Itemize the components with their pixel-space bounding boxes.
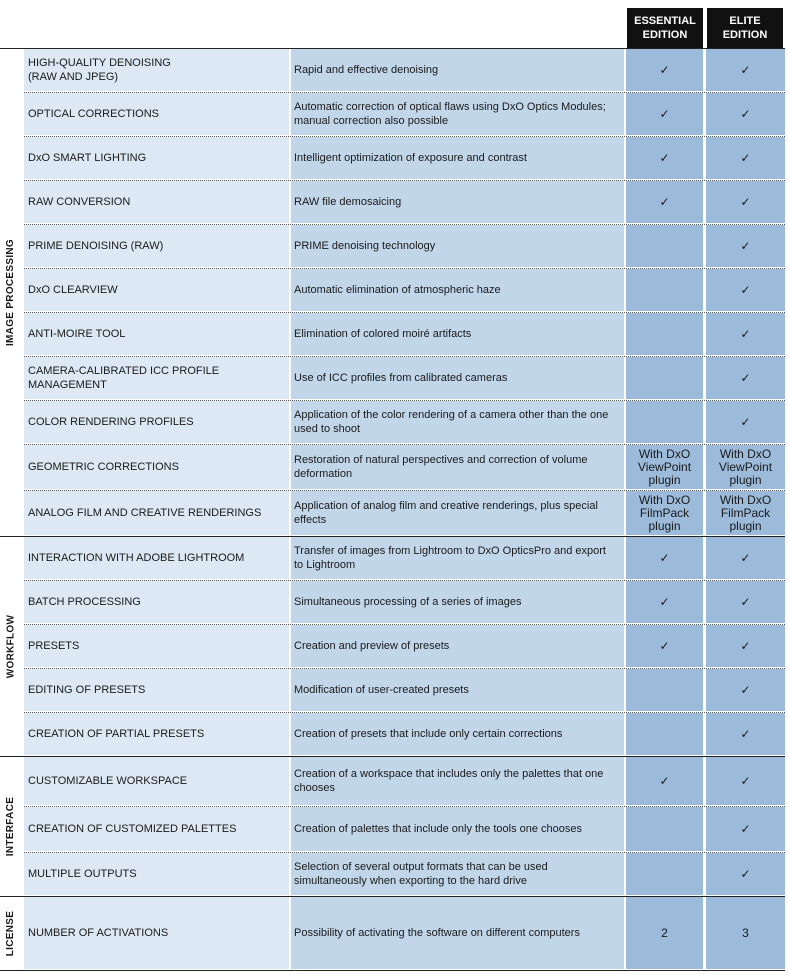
check-icon: ✓ <box>659 62 670 77</box>
feature-description-text: Automatic elimination of atmospheric haze <box>294 284 501 296</box>
feature-description <box>291 625 624 667</box>
feature-name-text: MULTIPLE OUTPUTS <box>28 868 137 880</box>
essential-cell <box>626 757 703 805</box>
elite-cell <box>706 807 785 851</box>
feature-name <box>24 853 289 895</box>
feature-description <box>291 313 624 355</box>
feature-description-text: Use of ICC profiles from calibrated cameras <box>294 372 508 384</box>
table-row <box>0 897 789 969</box>
feature-description-text: Creation of palettes that include only the tools one chooses <box>294 823 583 835</box>
feature-description-text: Possibility of activating the software on different computers <box>294 927 580 939</box>
feature-description <box>291 581 624 623</box>
group-label-text: LICENSE <box>5 910 17 956</box>
elite-edition-header <box>707 8 783 48</box>
feature-name <box>24 357 289 399</box>
row-divider <box>24 852 785 853</box>
check-icon: ✓ <box>740 638 751 653</box>
check-icon: ✓ <box>659 150 670 165</box>
feature-name <box>24 313 289 355</box>
row-divider <box>24 356 785 357</box>
check-icon: ✓ <box>740 194 751 209</box>
essential-cell-text: With DxO FilmPack plugin <box>638 492 691 533</box>
check-icon: ✓ <box>740 326 751 341</box>
elite-cell <box>706 669 785 711</box>
elite-cell <box>706 853 785 895</box>
feature-description-text: Application of the color rendering of a camera other than the one used to shoot <box>294 409 609 435</box>
feature-name <box>24 807 289 851</box>
feature-name <box>24 581 289 623</box>
feature-name-text: CREATION OF PARTIAL PRESETS <box>28 728 205 740</box>
table-row <box>0 853 789 895</box>
essential-cell-text: With DxO ViewPoint plugin <box>637 446 692 487</box>
elite-cell <box>706 93 785 135</box>
essential-cell <box>626 581 703 623</box>
feature-name-text: OPTICAL CORRECTIONS <box>28 108 159 120</box>
feature-name <box>24 491 289 535</box>
check-icon: ✓ <box>659 594 670 609</box>
feature-description-text: Elimination of colored moiré artifacts <box>294 328 472 340</box>
elite-cell <box>706 713 785 755</box>
elite-cell <box>706 537 785 579</box>
check-icon: ✓ <box>740 866 751 881</box>
row-divider <box>24 312 785 313</box>
check-icon: ✓ <box>740 238 751 253</box>
elite-cell-text: With DxO ViewPoint plugin <box>718 446 773 487</box>
feature-name-text: DxO SMART LIGHTING <box>28 152 147 164</box>
feature-description-text: Modification of user-created presets <box>294 684 469 696</box>
essential-cell <box>626 49 703 91</box>
elite-cell <box>706 225 785 267</box>
elite-cell <box>706 445 785 489</box>
feature-name <box>24 225 289 267</box>
elite-cell <box>706 137 785 179</box>
essential-cell <box>626 625 703 667</box>
feature-name-text: EDITING OF PRESETS <box>28 684 146 696</box>
elite-cell <box>706 491 785 535</box>
essential-cell <box>626 807 703 851</box>
feature-name-text: PRIME DENOISING (RAW) <box>28 240 164 252</box>
feature-name-text: INTERACTION WITH ADOBE LIGHTROOM <box>28 552 245 564</box>
group-label-text: WORKFLOW <box>5 614 17 678</box>
elite-cell <box>706 181 785 223</box>
essential-cell <box>626 853 703 895</box>
feature-description <box>291 269 624 311</box>
row-divider <box>24 268 785 269</box>
feature-name-text: COLOR RENDERING PROFILES <box>28 416 194 428</box>
feature-description-text: Creation and preview of presets <box>294 640 450 652</box>
feature-name <box>24 137 289 179</box>
row-divider <box>24 580 785 581</box>
table-row <box>0 269 789 311</box>
essential-cell <box>626 445 703 489</box>
elite-edition-label: ELITE EDITION <box>722 15 768 41</box>
feature-name <box>24 625 289 667</box>
feature-description <box>291 181 624 223</box>
table-row <box>0 625 789 667</box>
table-row <box>0 807 789 851</box>
elite-cell <box>706 49 785 91</box>
row-divider <box>24 668 785 669</box>
feature-description-text: Application of analog film and creative renderings, plus special effects <box>294 500 598 526</box>
elite-cell <box>706 897 785 969</box>
feature-description-text: PRIME denoising technology <box>294 240 436 252</box>
feature-description <box>291 853 624 895</box>
feature-name <box>24 93 289 135</box>
feature-name-text: CAMERA-CALIBRATED ICC PROFILE MANAGEMENT <box>28 365 220 391</box>
table-row <box>0 313 789 355</box>
feature-name-text: ANTI-MOIRE TOOL <box>28 328 126 340</box>
table-row <box>0 581 789 623</box>
elite-cell <box>706 401 785 443</box>
feature-name-text: BATCH PROCESSING <box>28 596 141 608</box>
elite-cell-text: With DxO FilmPack plugin <box>719 492 772 533</box>
table-row <box>0 401 789 443</box>
feature-description-text: Creation of presets that include only certain corrections <box>294 728 563 740</box>
feature-description <box>291 897 624 969</box>
essential-cell <box>626 357 703 399</box>
check-icon: ✓ <box>659 194 670 209</box>
elite-cell <box>706 313 785 355</box>
feature-description-text: RAW file demosaicing <box>294 196 402 208</box>
elite-cell-text: 3 <box>742 925 749 940</box>
feature-description <box>291 49 624 91</box>
feature-description-text: Creation of a workspace that includes only the palettes that one chooses <box>294 768 604 794</box>
table-row <box>0 93 789 135</box>
check-icon: ✓ <box>740 106 751 121</box>
feature-description <box>291 401 624 443</box>
feature-name-text: NUMBER OF ACTIVATIONS <box>28 927 169 939</box>
check-icon: ✓ <box>740 773 751 788</box>
table-row <box>0 181 789 223</box>
feature-name <box>24 757 289 805</box>
feature-name <box>24 401 289 443</box>
feature-description <box>291 445 624 489</box>
check-icon: ✓ <box>740 550 751 565</box>
table-bottom-divider <box>0 970 785 971</box>
essential-cell <box>626 669 703 711</box>
feature-description-text: Simultaneous processing of a series of images <box>294 596 522 608</box>
feature-description <box>291 137 624 179</box>
row-divider <box>24 180 785 181</box>
feature-description <box>291 757 624 805</box>
check-icon: ✓ <box>740 282 751 297</box>
check-icon: ✓ <box>740 821 751 836</box>
feature-description <box>291 713 624 755</box>
feature-description <box>291 225 624 267</box>
feature-name-text: ANALOG FILM AND CREATIVE RENDERINGS <box>28 507 262 519</box>
elite-cell <box>706 269 785 311</box>
essential-cell <box>626 137 703 179</box>
feature-name-text: DxO CLEARVIEW <box>28 284 118 296</box>
table-row <box>0 137 789 179</box>
essential-cell <box>626 713 703 755</box>
feature-name-text: GEOMETRIC CORRECTIONS <box>28 461 179 473</box>
elite-cell <box>706 625 785 667</box>
essential-cell <box>626 537 703 579</box>
essential-cell <box>626 225 703 267</box>
feature-description-text: Restoration of natural perspectives and correction of volume deformation <box>294 454 588 480</box>
feature-description-text: Intelligent optimization of exposure and contrast <box>294 152 527 164</box>
row-divider <box>24 136 785 137</box>
feature-description <box>291 537 624 579</box>
table-row <box>0 445 789 489</box>
table-row <box>0 49 789 91</box>
feature-name <box>24 49 289 91</box>
check-icon: ✓ <box>740 62 751 77</box>
check-icon: ✓ <box>740 594 751 609</box>
table-row <box>0 757 789 805</box>
essential-cell <box>626 93 703 135</box>
feature-name <box>24 713 289 755</box>
row-divider <box>24 224 785 225</box>
essential-cell <box>626 269 703 311</box>
table-row <box>0 669 789 711</box>
feature-name-text: PRESETS <box>28 640 80 652</box>
feature-name <box>24 897 289 969</box>
essential-cell-text: 2 <box>661 925 668 940</box>
table-row <box>0 225 789 267</box>
feature-name-text: CUSTOMIZABLE WORKSPACE <box>28 775 188 787</box>
check-icon: ✓ <box>740 682 751 697</box>
feature-description <box>291 491 624 535</box>
group-label-text: INTERFACE <box>5 796 17 856</box>
essential-cell <box>626 401 703 443</box>
row-divider <box>24 400 785 401</box>
elite-cell <box>706 357 785 399</box>
essential-edition-label: ESSENTIAL EDITION <box>634 15 696 41</box>
table-row <box>0 713 789 755</box>
feature-name <box>24 269 289 311</box>
table-row <box>0 537 789 579</box>
feature-description-text: Automatic correction of optical flaws using DxO Optics Modules; manual correction also possible <box>294 101 606 127</box>
check-icon: ✓ <box>659 638 670 653</box>
table-row <box>0 357 789 399</box>
table-row <box>0 491 789 535</box>
feature-name-text: RAW CONVERSION <box>28 196 131 208</box>
row-divider <box>24 444 785 445</box>
feature-name <box>24 669 289 711</box>
feature-description-text: Rapid and effective denoising <box>294 64 439 76</box>
check-icon: ✓ <box>659 106 670 121</box>
check-icon: ✓ <box>740 414 751 429</box>
feature-name <box>24 181 289 223</box>
essential-cell <box>626 181 703 223</box>
feature-description <box>291 93 624 135</box>
feature-description <box>291 807 624 851</box>
check-icon: ✓ <box>740 370 751 385</box>
elite-cell <box>706 581 785 623</box>
row-divider <box>24 490 785 491</box>
essential-cell <box>626 897 703 969</box>
check-icon: ✓ <box>740 150 751 165</box>
feature-description <box>291 669 624 711</box>
row-divider <box>24 712 785 713</box>
elite-cell <box>706 757 785 805</box>
row-divider <box>24 624 785 625</box>
essential-cell <box>626 313 703 355</box>
check-icon: ✓ <box>659 773 670 788</box>
check-icon: ✓ <box>659 550 670 565</box>
essential-cell <box>626 491 703 535</box>
feature-name <box>24 445 289 489</box>
feature-description-text: Transfer of images from Lightroom to DxO OpticsPro and export to Lightroom <box>294 545 606 571</box>
feature-description <box>291 357 624 399</box>
feature-name-text: HIGH-QUALITY DENOISING (RAW AND JPEG) <box>28 57 171 83</box>
check-icon: ✓ <box>740 726 751 741</box>
row-divider <box>24 92 785 93</box>
row-divider <box>24 806 785 807</box>
group-label-text: IMAGE PROCESSING <box>5 238 17 346</box>
essential-edition-header <box>627 8 703 48</box>
feature-description-text: Selection of several output formats that can be used simultaneously when exporting to the hard drive <box>294 861 548 887</box>
feature-name-text: CREATION OF CUSTOMIZED PALETTES <box>28 823 237 835</box>
feature-name <box>24 537 289 579</box>
